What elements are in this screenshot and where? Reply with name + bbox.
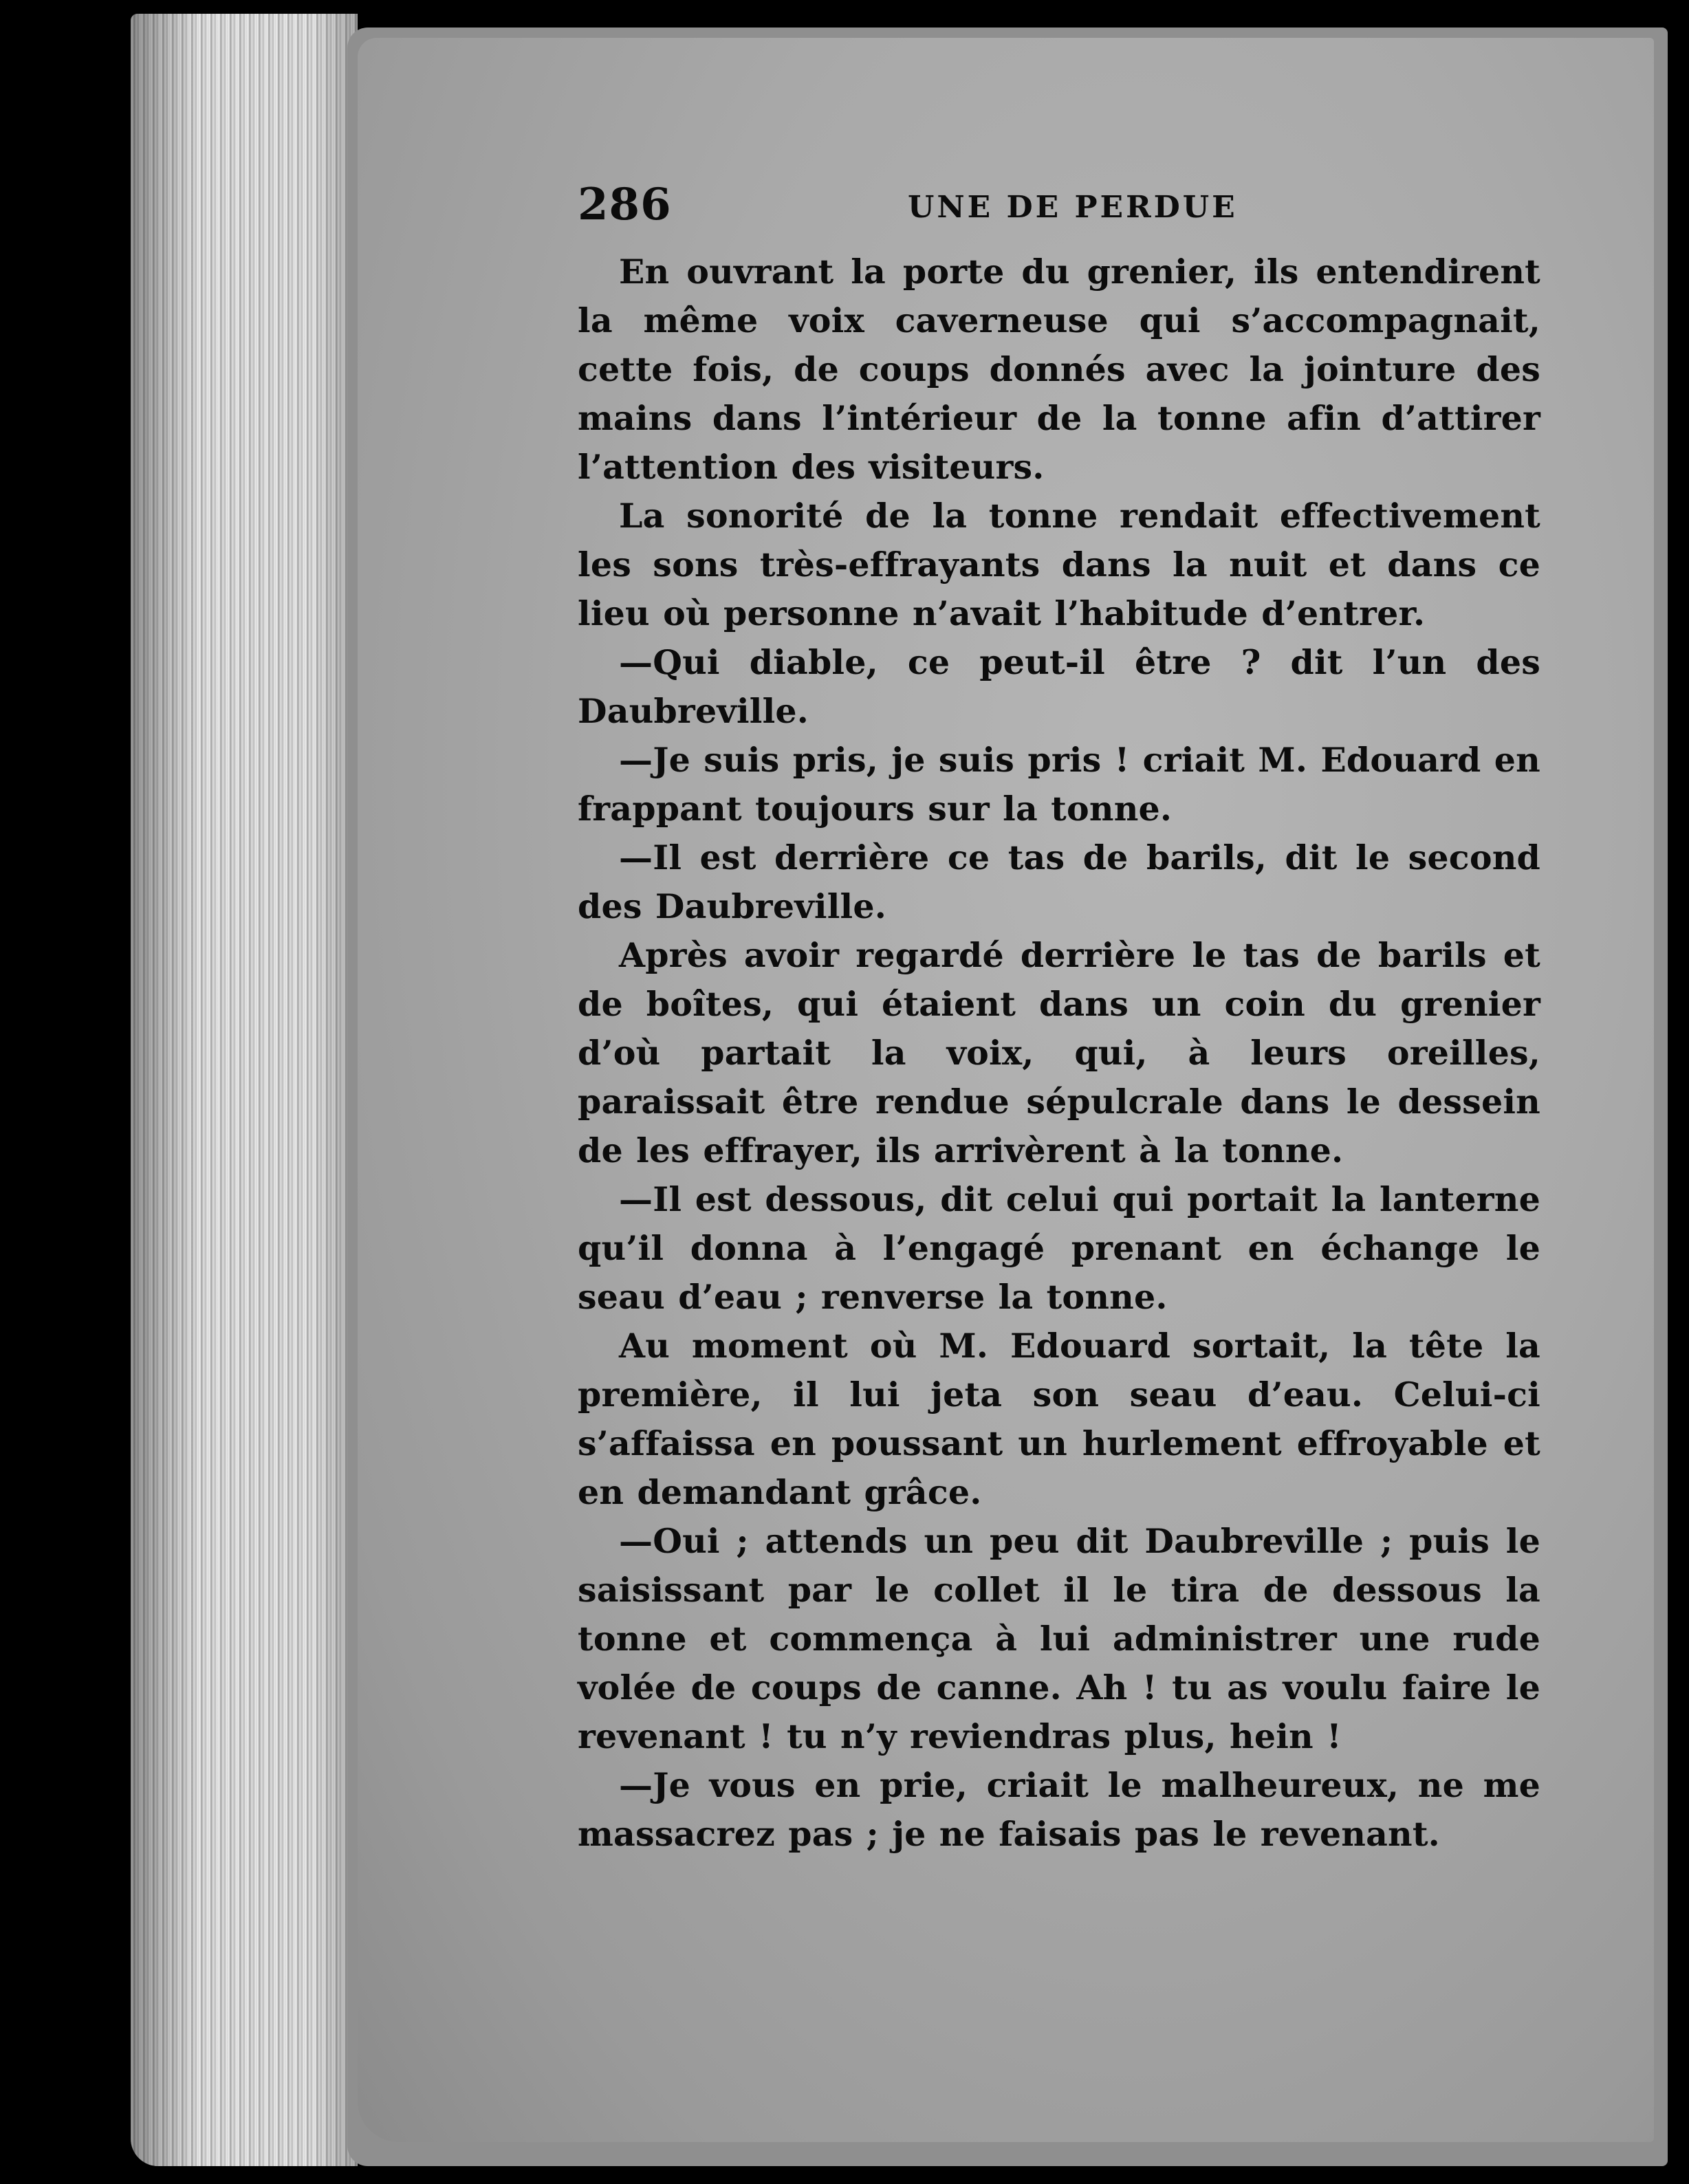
paragraph: —Il est derrière ce tas de barils, dit le second des Daubreville.: [578, 838, 1540, 926]
paragraph: La sonorité de la tonne rendait effectivement les sons très-effrayants dans la nuit et dans ce lieu où personne n’avait l’habitude d’entrer.: [578, 496, 1540, 633]
book-page-edges: [131, 14, 358, 2166]
text-block: [578, 179, 1540, 1859]
page-number: 286: [578, 179, 672, 230]
paragraph: —Je vous en prie, criait le malheureux, ne me massacrez pas ; je ne faisais pas le revenant.: [578, 1765, 1540, 1854]
paragraph: Au moment où M. Edouard sortait, la tête la première, il lui jeta son seau d’eau. Celui-ci s’affaissa en poussant un hurlement effroyable et en demandant grâce.: [578, 1326, 1540, 1512]
running-title: UNE DE PERDUE: [908, 190, 1238, 225]
running-head: [578, 179, 1540, 241]
paragraph: —Il est dessous, dit celui qui portait la lanterne qu’il donna à l’engagé prenant en échange le seau d’eau ; renverse la tonne.: [578, 1179, 1540, 1317]
paragraph: —Qui diable, ce peut-il être ? dit l’un des Daubreville.: [578, 642, 1540, 731]
paragraph: En ouvrant la porte du grenier, ils entendirent la même voix caverneuse qui s’accompagnait, cette fois, de coups donnés avec la jointure des mains dans l’intérieur de la tonne afin d’attirer l’attention des visiteurs.: [578, 252, 1540, 487]
paragraph: —Oui ; attends un peu dit Daubreville ; puis le saisissant par le collet il le tira de dessous la tonne et commença à lui administrer une rude volée de coups de canne. Ah ! tu as voulu faire le revenant ! tu n’y reviendras plus, hein !: [578, 1521, 1540, 1756]
paragraph: —Je suis pris, je suis pris ! criait M. Edouard en frappant toujours sur la tonne.: [578, 740, 1540, 829]
paragraph: Après avoir regardé derrière le tas de barils et de boîtes, qui étaient dans un coin du grenier d’où partait la voix, qui, à leurs oreilles, paraissait être rendue sépulcrale dans le dessein de les effrayer, ils arrivèrent à la tonne.: [578, 935, 1540, 1170]
